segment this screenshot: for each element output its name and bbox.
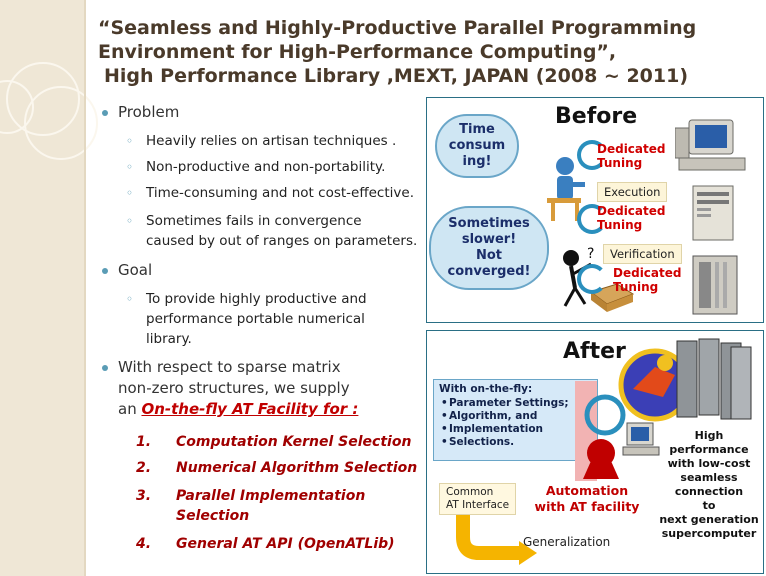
supercomputer-cluster-icon: [673, 337, 755, 423]
title-line-1: “Seamless and Highly-Productive Parallel Programming: [98, 17, 697, 39]
numbered-item: 1. Computation Kernel Selection: [136, 434, 412, 450]
after-panel: [426, 330, 764, 574]
desktop-pc-icon: [675, 116, 749, 174]
sidebar-divider: [84, 0, 86, 576]
numbered-item: 3. Parallel Implementation: [136, 488, 366, 504]
svg-text:?: ?: [587, 246, 595, 262]
verification-label: Verification: [603, 244, 682, 264]
generalization-label: Generalization: [523, 535, 611, 549]
numbered-item: Selection: [176, 508, 250, 524]
high-performance-label: High performance with low-cost seamless connection to next generation supercomputer: [659, 429, 759, 540]
before-panel: [426, 97, 764, 323]
goal-label: Goal: [118, 261, 153, 279]
slide-title: [98, 16, 758, 88]
before-title: Before: [555, 104, 638, 129]
dedicated-tuning-label: Dedicated Tuning: [613, 266, 682, 294]
title-line-2: Environment for High-Performance Computing”,: [98, 41, 617, 63]
bullet-goal: [102, 261, 152, 279]
time-consuming-cloud: Time consum ing!: [435, 114, 519, 178]
bullet-problem: [102, 103, 179, 121]
server-icon: [691, 254, 741, 316]
problem-item: ◦ Heavily relies on artisan techniques .: [126, 133, 397, 149]
common-at-interface-label: Common AT Interface: [439, 483, 516, 515]
goal-item: ◦ To provide highly productive and performance portable numerical library.: [126, 291, 367, 347]
on-the-fly-highlight: On-the-fly AT Facility for :: [141, 400, 359, 418]
automation-label: Automation with AT facility: [534, 483, 640, 514]
problem-item: ◦ Non-productive and non-portability.: [126, 159, 386, 175]
after-title: After: [563, 339, 626, 364]
workstation-icon: [689, 184, 739, 242]
dedicated-tuning-label: Dedicated Tuning: [597, 142, 666, 170]
problem-item: ◦ Time-consuming and not cost-effective.: [126, 185, 414, 201]
problem-label: Problem: [118, 103, 180, 121]
title-line-3: High Performance Library ,MEXT, JAPAN (2008 ~ 2011): [104, 65, 689, 87]
on-the-fly-box: With on-the-fly: • Parameter Settings; • Algorithm, and • Implementation • Selections.: [433, 379, 598, 461]
execution-label: Execution: [597, 182, 667, 202]
numbered-item: 2. Numerical Algorithm Selection: [136, 460, 418, 476]
sidebar-decoration: [0, 0, 84, 576]
numbered-item: 4. General AT API (OpenATLib): [136, 536, 395, 552]
loop-arrow-icon: [577, 264, 607, 294]
bullet-respect: With respect to sparse matrix non-zero structures, we supply an On-the-fly AT Facility for :: [102, 357, 358, 420]
problem-item: ◦ Sometimes fails in convergence caused by out of ranges on parameters.: [126, 213, 418, 249]
dedicated-tuning-label: Dedicated Tuning: [597, 204, 666, 232]
slower-cloud: Sometimes slower! Not converged!: [429, 206, 549, 290]
